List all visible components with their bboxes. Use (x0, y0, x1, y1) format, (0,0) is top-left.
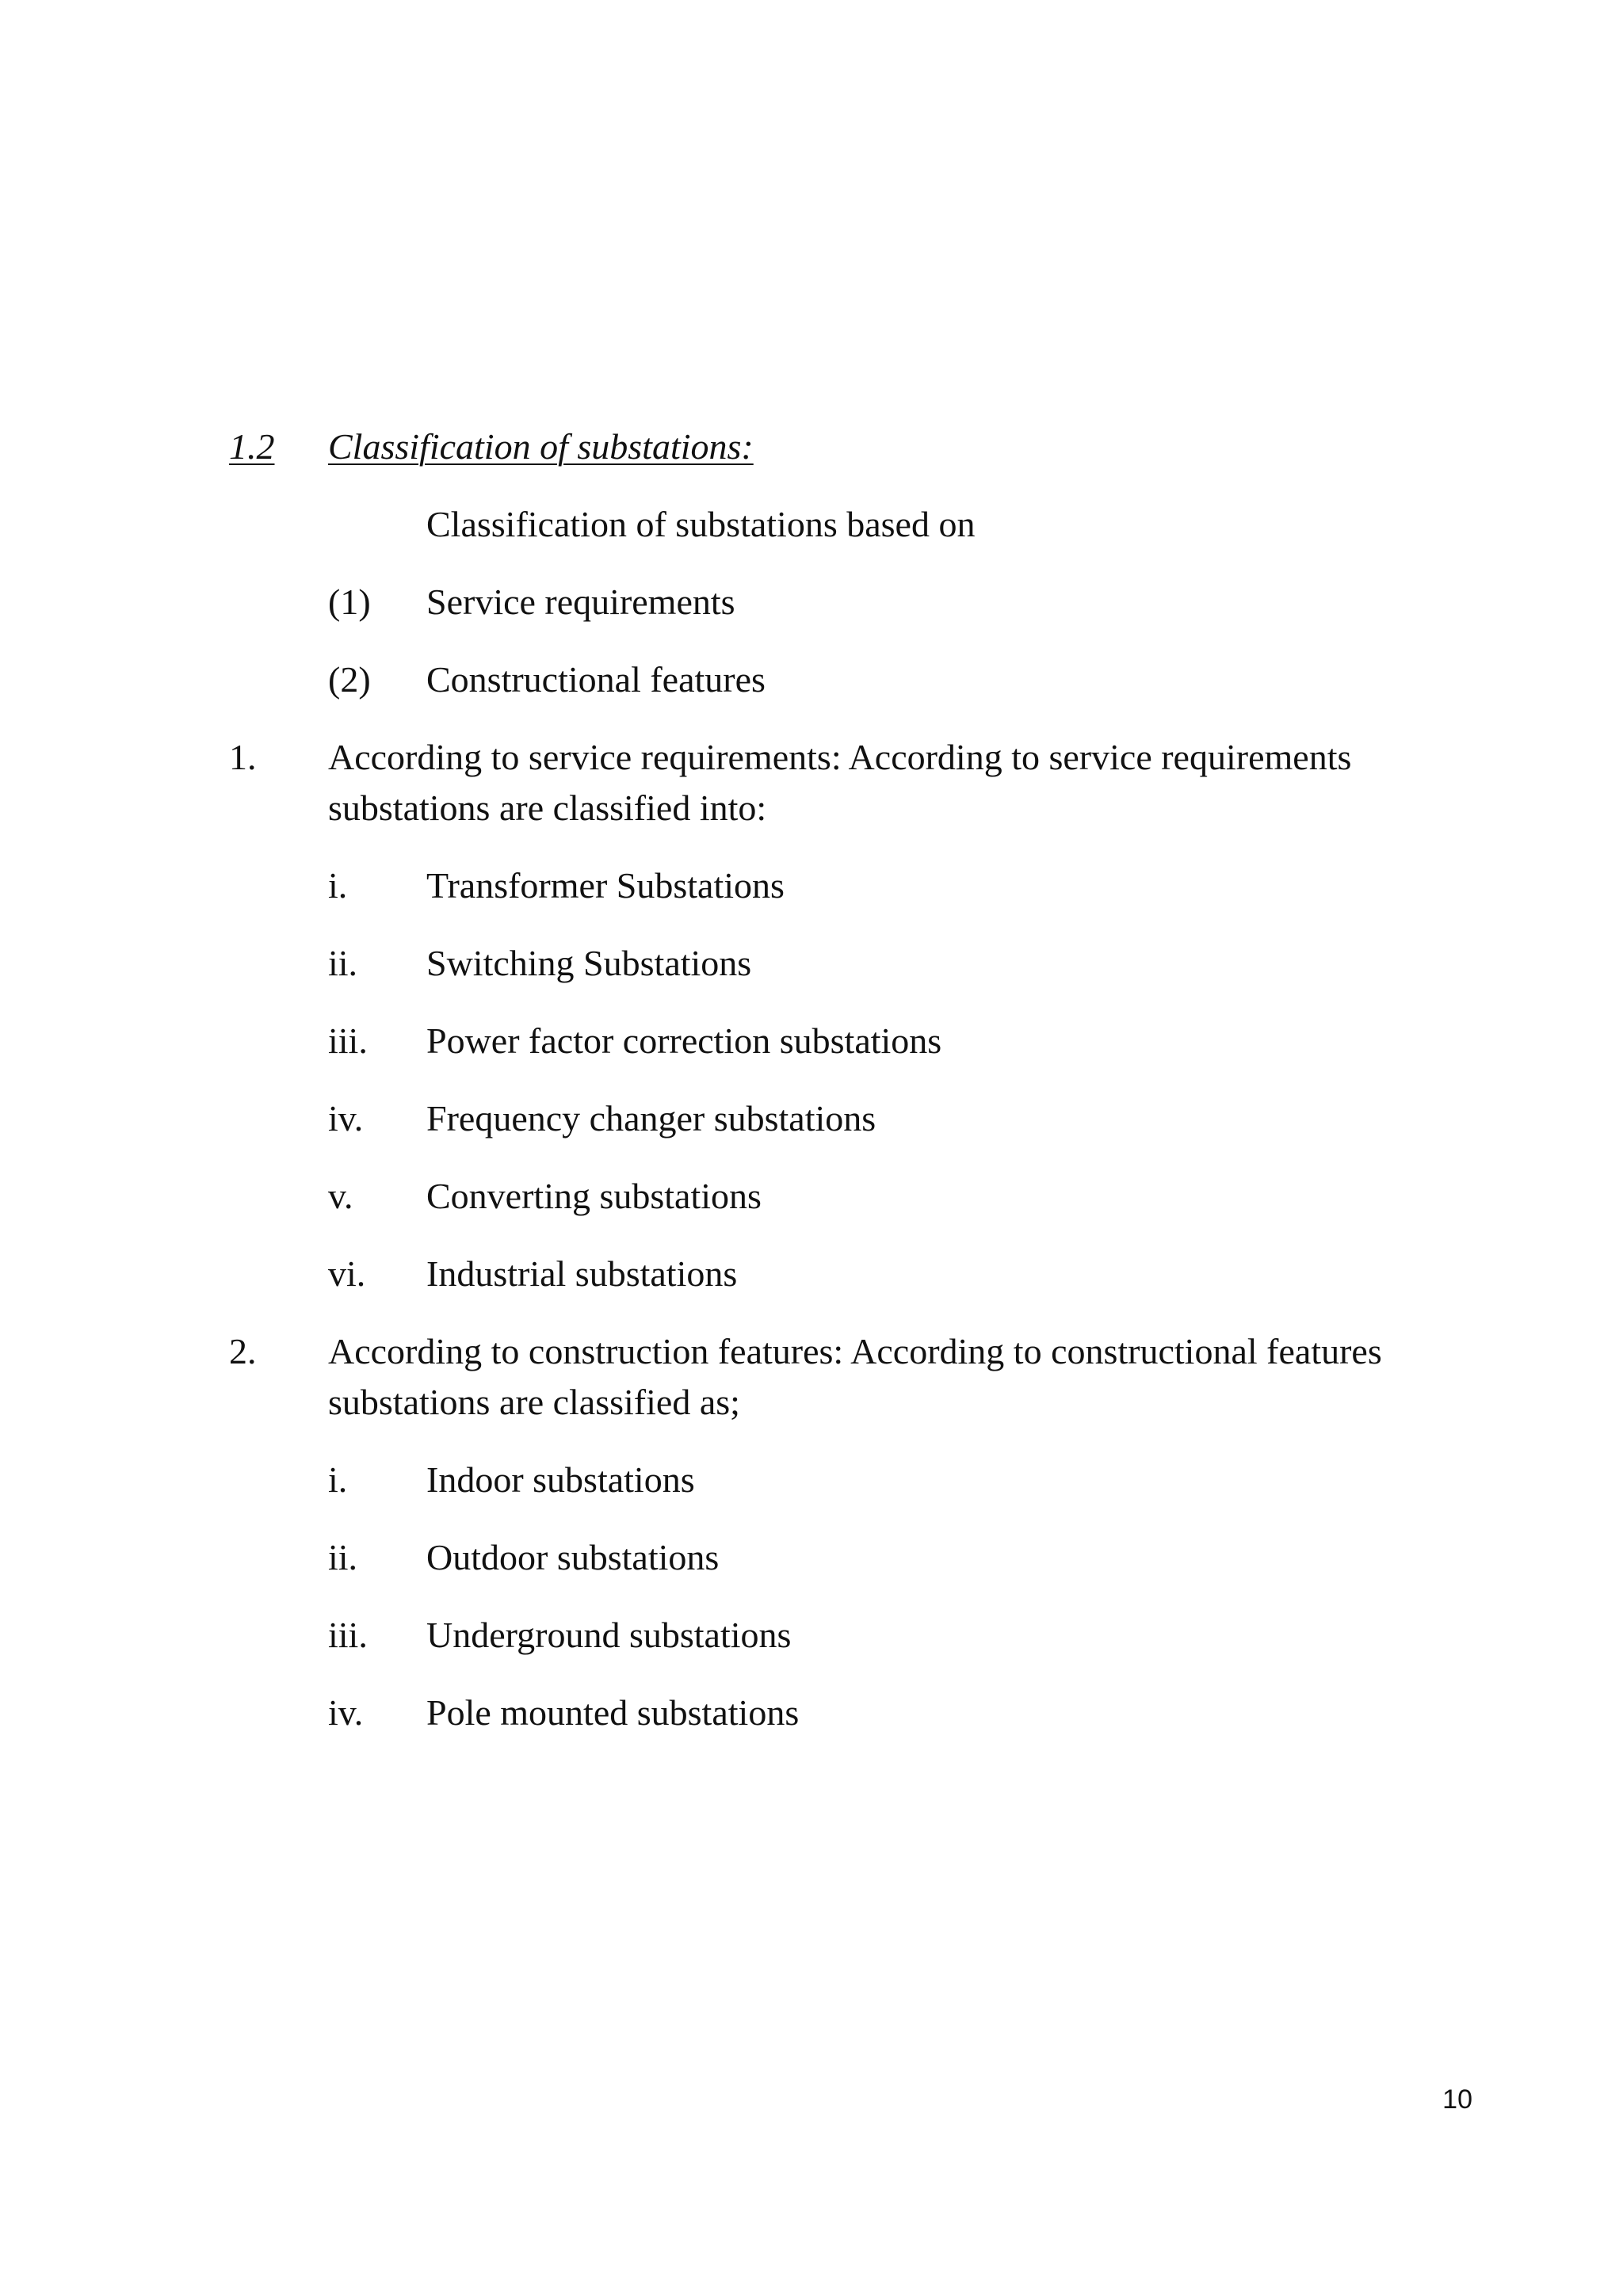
list-item-label: ii. (328, 943, 358, 983)
list-item-label: i. (328, 1459, 348, 1500)
basis-label: (1) (328, 582, 371, 622)
list-item-text: Underground substations (426, 1615, 792, 1655)
group-description-line2: substations are classified into: (328, 788, 767, 828)
list-item-label: iv. (328, 1098, 364, 1138)
basis-label: (2) (328, 659, 371, 700)
group-description-line1: According to construction features: According to constructional features (328, 1331, 1382, 1371)
list-item-text: Converting substations (426, 1176, 762, 1216)
list-item-label: iii. (328, 1020, 368, 1061)
list-item-text: Industrial substations (426, 1253, 738, 1294)
list-item-text: Outdoor substations (426, 1537, 720, 1577)
section-intro: Classification of substations based on (426, 504, 976, 544)
page-number: 10 (1442, 2084, 1472, 2115)
list-item-text: Pole mounted substations (426, 1692, 800, 1733)
list-item-label: vi. (328, 1253, 366, 1294)
list-item-label: v. (328, 1176, 353, 1216)
list-item-label: iii. (328, 1615, 368, 1655)
group-number: 1. (229, 737, 257, 777)
basis-text: Service requirements (426, 582, 735, 622)
list-item-text: Transformer Substations (426, 865, 785, 906)
list-item-text: Switching Substations (426, 943, 752, 983)
list-item-label: ii. (328, 1537, 358, 1577)
list-item-text: Power factor correction substations (426, 1020, 942, 1061)
group-number: 2. (229, 1331, 257, 1371)
group-description-line2: substations are classified as; (328, 1382, 740, 1422)
list-item-label: iv. (328, 1692, 364, 1733)
section-number: 1.2 (229, 426, 275, 467)
basis-text: Constructional features (426, 659, 766, 700)
list-item-text: Indoor substations (426, 1459, 695, 1500)
group-description-line1: According to service requirements: According to service requirements (328, 737, 1352, 777)
list-item-label: i. (328, 865, 348, 906)
section-title: Classification of substations: (328, 426, 754, 467)
list-item-text: Frequency changer substations (426, 1098, 876, 1138)
